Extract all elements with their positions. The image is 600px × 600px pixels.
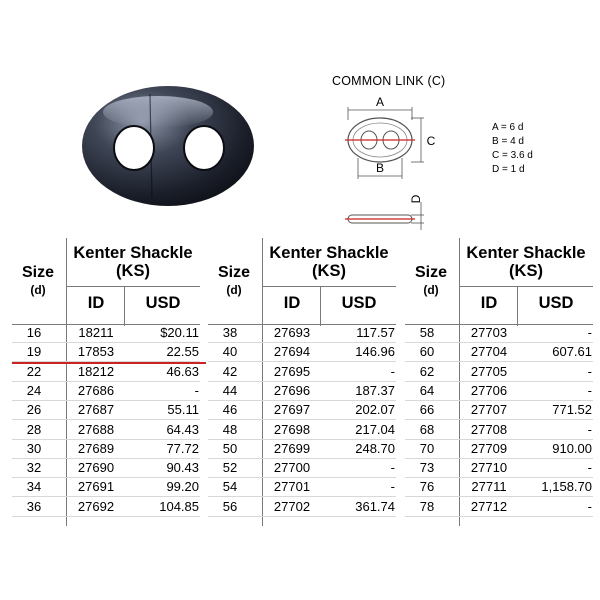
row-separator [208,458,396,459]
row-separator [405,496,593,497]
id-cell: 27706 [470,382,508,398]
legend-b: B = 4 d [492,136,524,147]
row-separator [405,400,593,401]
table-divider [459,238,460,526]
size-cell: 28 [26,421,42,437]
usd-cell: 217.04 [355,421,395,437]
table-divider [66,286,200,287]
usd-cell: - [390,479,395,495]
size-cell: 48 [222,421,238,437]
id-cell: 27707 [470,402,508,418]
usd-cell: - [390,460,395,476]
id-cell: 27693 [273,325,311,340]
usd-cell: 117.57 [356,325,395,340]
usd-cell: 46.63 [166,363,199,379]
usd-cell: - [587,460,592,476]
row-separator [12,458,200,459]
row-separator [405,439,593,440]
id-cell: 27704 [470,344,508,360]
id-cell: 27710 [470,460,508,476]
table-divider [124,287,125,326]
id-cell: 27698 [273,421,311,437]
link-highlight [103,96,213,128]
row-separator [12,439,200,440]
row-separator [12,496,200,497]
id-cell: 27689 [77,440,115,456]
row-separator [208,342,396,343]
id-header: ID [480,294,498,312]
row-separator [12,477,200,478]
size-cell: 76 [419,479,435,495]
table-divider [262,238,263,526]
size-cell: 60 [419,344,435,360]
usd-header: USD [145,294,181,312]
dim-label-d: D [409,194,423,204]
id-header: ID [283,294,301,312]
usd-cell: - [587,325,592,340]
highlight-underline [12,362,206,364]
size-cell: 64 [419,382,435,398]
usd-cell: 90.43 [166,460,199,476]
usd-cell: - [194,382,199,398]
id-cell: 18212 [77,363,115,379]
product-header: Kenter Shackle (KS) [466,244,586,280]
id-cell: 27703 [470,325,508,340]
row-separator [405,419,593,420]
id-cell: 27696 [273,382,311,398]
usd-header: USD [341,294,377,312]
usd-cell: 77.72 [166,440,199,456]
table-divider [262,286,396,287]
size-unit: (d) [423,283,439,297]
size-cell: 70 [419,440,435,456]
row-separator [405,361,593,362]
size-cell: 58 [419,325,435,340]
size-cell: 22 [26,363,42,379]
size-header: Size [21,264,54,281]
id-cell: 27712 [470,498,508,514]
product-header: Kenter Shackle (KS) [269,244,389,280]
link-hole-left [114,126,154,170]
usd-cell: 187.37 [355,382,395,398]
usd-header: USD [538,294,574,312]
size-cell: 24 [26,382,42,398]
size-cell: 44 [222,382,238,398]
legend-a: A = 6 d [492,122,524,133]
row-separator [405,477,593,478]
id-cell: 27687 [77,402,115,418]
row-separator [208,419,396,420]
drawing-title: COMMON LINK (C) [332,74,446,88]
row-separator [405,458,593,459]
table-divider [66,238,67,526]
usd-cell: 771.52 [552,402,592,418]
table-divider [320,287,321,326]
usd-cell: - [587,382,592,398]
row-separator [208,439,396,440]
id-cell: 17853 [77,344,115,360]
row-separator [12,342,200,343]
size-cell: 19 [26,344,42,360]
usd-cell: 55.11 [167,402,199,418]
id-cell: 27701 [273,479,311,495]
id-cell: 18211 [78,325,114,340]
table-divider [459,286,593,287]
size-cell: 32 [26,460,42,476]
usd-cell: - [587,498,592,514]
id-cell: 27711 [471,479,507,495]
size-cell: 68 [419,421,435,437]
id-cell: 27692 [77,498,115,514]
usd-cell: 104.85 [159,498,199,514]
size-unit: (d) [30,283,46,297]
usd-cell: 910.00 [552,440,592,456]
usd-cell: $20.11 [160,325,199,340]
link-diagram [325,90,445,230]
size-header: Size [414,264,447,281]
id-cell: 27694 [273,344,311,360]
usd-cell: 361.74 [355,498,395,514]
row-separator [12,516,200,517]
size-cell: 52 [222,460,238,476]
size-cell: 40 [222,344,238,360]
row-separator [208,400,396,401]
id-cell: 27708 [470,421,508,437]
size-cell: 78 [419,498,435,514]
id-cell: 27699 [273,440,311,456]
id-cell: 27691 [77,479,115,495]
usd-cell: 1,158.70 [541,479,592,495]
size-header: Size [217,264,250,281]
size-cell: 16 [26,325,42,340]
usd-cell: 99.20 [166,479,199,495]
size-cell: 46 [222,402,238,418]
usd-cell: - [390,363,395,379]
usd-cell: - [587,421,592,437]
row-separator [208,496,396,497]
size-cell: 36 [26,498,42,514]
row-separator [208,477,396,478]
size-cell: 50 [222,440,238,456]
size-cell: 54 [222,479,238,495]
usd-cell: 64.43 [166,421,199,437]
row-separator [405,516,593,517]
row-separator [405,342,593,343]
dim-label-c: C [426,134,436,148]
size-unit: (d) [226,283,242,297]
dim-label-b: B [375,161,385,175]
id-cell: 27700 [273,460,311,476]
row-separator [12,419,200,420]
usd-cell: 146.96 [355,344,395,360]
row-separator [208,381,396,382]
usd-cell: 22.55 [166,344,199,360]
size-cell: 34 [26,479,42,495]
legend-c: C = 3.6 d [492,150,533,161]
usd-cell: 202.07 [355,402,395,418]
dim-label-a: A [375,95,385,109]
size-cell: 26 [26,402,42,418]
row-separator [405,381,593,382]
size-cell: 30 [26,440,42,456]
size-cell: 38 [222,325,238,340]
row-separator [208,361,396,362]
id-cell: 27697 [273,402,311,418]
link-hole-right [184,126,224,170]
size-cell: 62 [419,363,435,379]
table-divider [517,287,518,326]
size-cell: 42 [222,363,238,379]
id-cell: 27705 [470,363,508,379]
id-cell: 27695 [273,363,311,379]
id-cell: 27686 [77,382,115,398]
row-separator [208,516,396,517]
product-header: Kenter Shackle (KS) [73,244,193,280]
id-header: ID [87,294,105,312]
usd-cell: 607.61 [552,344,592,360]
row-separator [12,381,200,382]
product-photo [78,82,258,210]
id-cell: 27690 [77,460,115,476]
usd-cell: 248.70 [355,440,395,456]
id-cell: 27688 [77,421,115,437]
size-cell: 56 [222,498,238,514]
row-separator [12,400,200,401]
legend-d: D = 1 d [492,164,525,175]
usd-cell: - [587,363,592,379]
size-cell: 66 [419,402,435,418]
id-cell: 27709 [470,440,508,456]
id-cell: 27702 [273,498,311,514]
size-cell: 73 [419,460,435,476]
